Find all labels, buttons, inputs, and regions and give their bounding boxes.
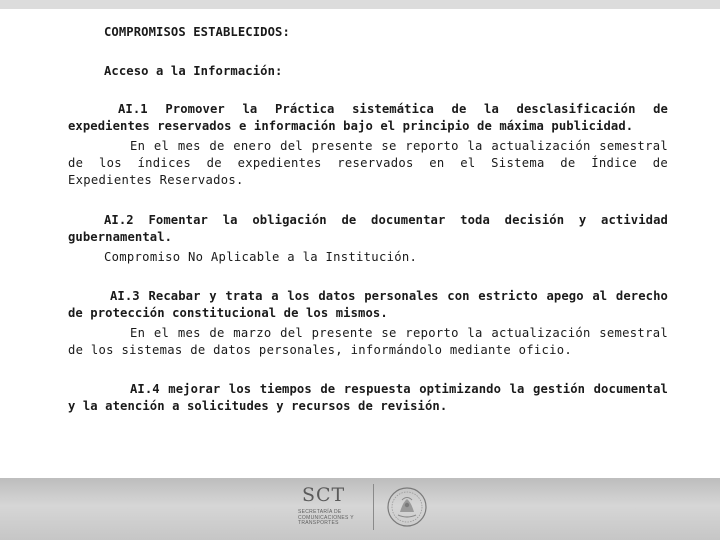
footer-band	[0, 478, 720, 540]
top-strip	[0, 0, 720, 9]
commitment-ai2-title: AI.2 Fomentar la obligación de documentar toda decisión y actividad gubernamental.	[68, 213, 668, 244]
commitment-ai1-title: AI.1 Promover la Práctica sistemática de la desclasificación de expedientes reservados e información bajo el principio de máxima publicidad.	[68, 102, 668, 133]
commitment-ai3-body: En el mes de marzo del presente se reporto la actualización semestral de los sistemas de datos personales, informándolo mediante oficio.	[68, 326, 668, 357]
commitment-ai3-title: AI.3 Recabar y trata a los datos personales con estricto apego al derecho de protección constitucional de los mismos.	[68, 289, 668, 320]
logo-divider	[373, 484, 374, 530]
commitment-ai4-title: AI.4 mejorar los tiempos de respuesta optimizando la gestión documental y la atención a solicitudes y recursos de revisión.	[68, 382, 668, 413]
sct-logo	[290, 482, 440, 536]
commitment-ai2-body: Compromiso No Aplicable a la Institución.	[104, 250, 418, 264]
sct-logo-subtext: SECRETARÍA DE COMUNICACIONES Y TRANSPORTES	[298, 509, 354, 527]
national-seal-icon	[386, 486, 428, 528]
sct-logo-text: SCT	[302, 484, 346, 506]
commitment-ai1-body: En el mes de enero del presente se reporto la actualización semestral de los índices de expedientes reservados en el Sistema de Índice de Expedientes Reservados.	[68, 139, 668, 187]
document-heading: COMPROMISOS ESTABLECIDOS:	[104, 25, 290, 39]
section-title: Acceso a la Información:	[104, 64, 283, 78]
document-page	[68, 20, 668, 415]
